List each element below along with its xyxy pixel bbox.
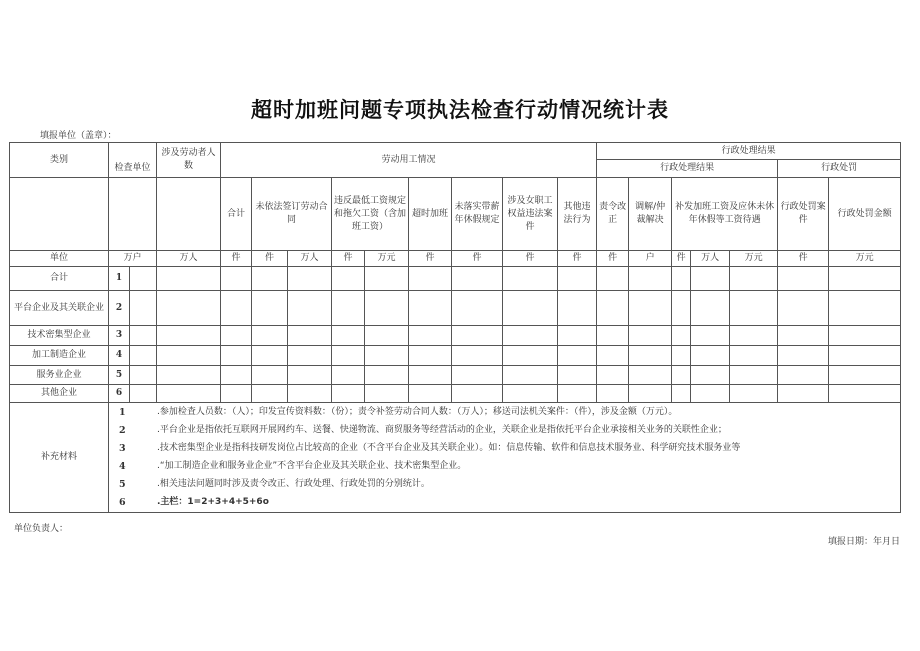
row-label: 加工制造企业 [10, 346, 109, 366]
note-item [119, 440, 900, 458]
row-number: 4 [109, 346, 130, 366]
header-female-rights: 涉及女职工权益违法案件 [503, 178, 558, 251]
note-text: .相关违法问题同时涉及责令改正、行政处理、行政处罚的分别统计。 [157, 479, 430, 489]
header-other-violations: 其他违法行为 [558, 178, 597, 251]
header-order-correct: 责令改正 [597, 178, 629, 251]
unit-penalty-amount: 万元 [829, 251, 901, 267]
row-number: 2 [109, 291, 130, 326]
row-label: 其他企业 [10, 385, 109, 403]
filing-unit-label: 填报单位（盖章）： [40, 131, 117, 141]
header-overtime: 超时加班 [409, 178, 452, 251]
header-back-pay: 补发加班工资及应休未休年休假等工资待遇 [672, 178, 778, 251]
note-text: .参加检査人员数：（人）；印发宣传资料数：（份）；责令补签劳动合同人数：（万人）；移送司法机关案件：（件），涉及金额（万元）。 [157, 407, 678, 417]
header-workers-involved: 涉及劳动者人数 [157, 143, 221, 178]
header-no-paid-leave: 未落实带薪年休假规定 [452, 178, 503, 251]
note-number: 3 [119, 443, 126, 454]
note-text: .主栏：1=2+3+4+5+6o [157, 497, 269, 507]
statistics-table [9, 142, 901, 513]
unit-overtime: 件 [409, 251, 452, 267]
units-row [10, 251, 901, 267]
header-labor-employment: 劳动用工情况 [221, 143, 597, 178]
supplement-label: 补充材料 [10, 403, 109, 513]
unit-leave: 件 [452, 251, 503, 267]
row-label: 服务业企业 [10, 366, 109, 385]
note-text: .“加工制造企业和服务业企业”不含平台企业及其关联企业、技术密集型企业。 [157, 461, 467, 471]
unit-contract-people: 万人 [288, 251, 332, 267]
note-number: 1 [119, 407, 126, 418]
note-number: 5 [119, 479, 126, 490]
unit-total: 件 [221, 251, 252, 267]
unit-penalty-cases: 件 [778, 251, 829, 267]
header-admin-penalty: 行政处罚 [778, 160, 901, 178]
header-no-contract: 未依法签订劳动合同 [252, 178, 332, 251]
note-item [119, 494, 900, 512]
table-row [10, 326, 901, 346]
note-text: .技术密集型企业是指科技研发岗位占比较高的企业（不含平台企业及其关联企业）。如：信息传输、软件和信息技术服务业、科学研究技术服务业等 [157, 443, 741, 453]
table-row [10, 385, 901, 403]
unit-wage-amount: 万元 [365, 251, 409, 267]
unit-female: 件 [503, 251, 558, 267]
header-category: 类别 [10, 143, 109, 178]
unit-wage-cases: 件 [332, 251, 365, 267]
note-item [119, 404, 900, 422]
note-number: 4 [119, 461, 126, 472]
row-label: 平台企业及其关联企业 [10, 291, 109, 326]
fill-date-label: 填报日期：年月日 [827, 537, 900, 547]
unit-back-amount: 万元 [730, 251, 778, 267]
responsible-person-label: 单位负责人： [14, 524, 69, 534]
row-number: 6 [109, 385, 130, 403]
row-label: 合计 [10, 267, 109, 291]
row-number: 3 [109, 326, 130, 346]
unit-inspect: 万户 [109, 251, 157, 267]
note-item [119, 476, 900, 494]
header-penalty-cases: 行政处罚案件 [778, 178, 829, 251]
unit-mediation: 户 [629, 251, 672, 267]
note-item [119, 458, 900, 476]
header-total: 合计 [221, 178, 252, 251]
note-number: 6 [119, 497, 126, 508]
row-number: 5 [109, 366, 130, 385]
supplement-notes [109, 403, 901, 513]
note-text: .平台企业是指依托互联网开展网约车、送餐、快递物流、商贸服务等经营活动的企业，关联企业是指依托平台企业承接相关业务的关联性企业； [157, 425, 727, 435]
unit-workers: 万人 [157, 251, 221, 267]
supplement-row [10, 403, 901, 513]
unit-order: 件 [597, 251, 629, 267]
units-label: 单位 [10, 251, 109, 267]
row-number: 1 [109, 267, 130, 291]
note-number: 2 [119, 425, 126, 436]
table-row [10, 346, 901, 366]
header-mediation: 调解/仲裁解决 [629, 178, 672, 251]
header-min-wage: 违反最低工资规定和拖欠工资（含加班工资） [332, 178, 409, 251]
header-admin-result: 行政处理结果 [597, 143, 901, 160]
unit-other: 件 [558, 251, 597, 267]
unit-back-cases: 件 [672, 251, 691, 267]
table-row [10, 366, 901, 385]
header-inspect-units: 检査单位 [109, 143, 157, 178]
row-label: 技术密集型企业 [10, 326, 109, 346]
table-row [10, 291, 901, 326]
header-admin-processing-result: 行政处理结果 [597, 160, 778, 178]
header-penalty-amount: 行政处罚金额 [829, 178, 901, 251]
form-title: 超时加班问题专项执法检查行动情况统计表 [251, 97, 669, 122]
unit-contract-cases: 件 [252, 251, 288, 267]
table-row [10, 267, 901, 291]
unit-back-people: 万人 [691, 251, 730, 267]
note-item [119, 422, 900, 440]
